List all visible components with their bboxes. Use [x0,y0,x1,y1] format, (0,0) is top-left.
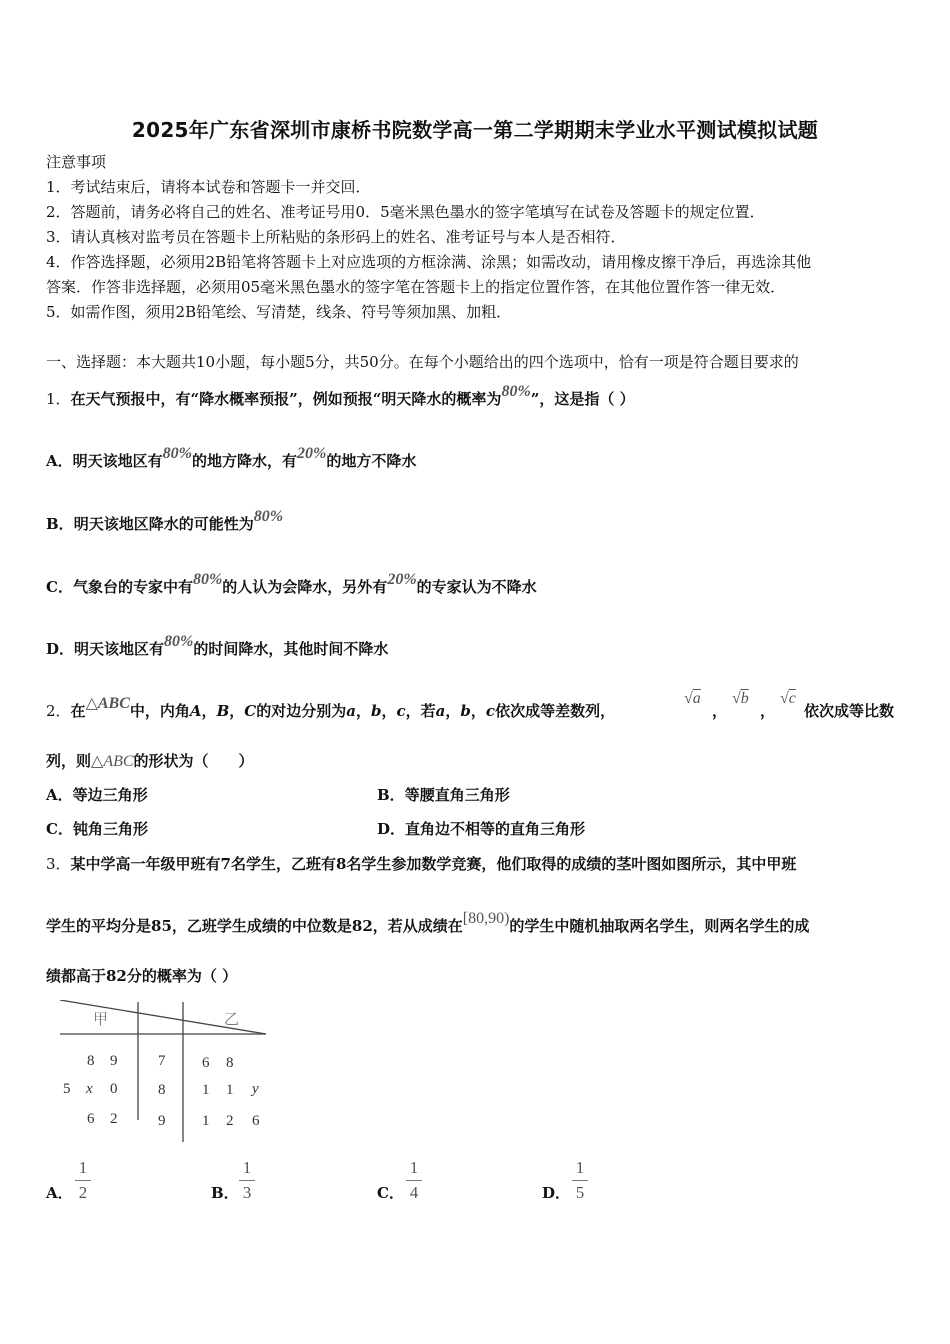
stem-value: 7 [158,1053,166,1069]
leaf: 6 [202,1055,210,1071]
option-b[interactable]: B．明天该地区降水的可能性为80% [46,508,284,533]
leaf: 6 [87,1111,95,1127]
question-3: 3．某中学高一年级甲班有7名学生，乙班有8名学生参加数学竞赛，他们取得的成绩的茎叶图如图所示，其中甲班 [46,855,797,873]
notice-item: 1．考试结束后，请将本试卷和答题卡一并交回． [46,178,371,196]
leaf: x [86,1081,93,1097]
fraction: 1 4 [406,1157,422,1204]
q3-option-c-letter[interactable]: C． [377,1184,404,1202]
sqrt-a: √a [684,690,701,707]
stem-value: 9 [158,1113,166,1129]
math-expression: △ABC [85,695,130,712]
notice-item: 2．答题前，请务必将自己的姓名、准考证号用0．5毫米黑色墨水的签字笔填写在试卷及答题卡的规定位置． [46,203,765,221]
leaf: 8 [87,1053,95,1069]
question-2-line2: 列，则△ABC的形状为（ ） [46,752,254,770]
leaf: 1 [226,1082,234,1098]
notice-item: 答案．作答非选择题，必须用05毫米黑色墨水的签字笔在答题卡上的指定位置作答，在其他位置作答一律无效． [46,278,786,296]
q2-option-c[interactable]: C．钝角三角形 [46,820,148,838]
leaf: y [252,1081,259,1097]
left-header: 甲 [93,1012,109,1028]
question-1: 1．在天气预报中，有“降水概率预报”，例如预报“明天降水的概率为80%”，这是指（ ） [46,383,635,408]
notice-item: 5．如需作图，须用2B铅笔绘、写清楚，线条、符号等须加黑、加粗． [46,303,512,321]
fraction: 1 2 [75,1157,91,1204]
leaf: 6 [252,1113,260,1129]
question-2: 2．在△ABC中，内角A，B，C的对边分别为a，b，c，若a，b，c依次成等差数列， [46,695,616,720]
leaf: 2 [110,1111,118,1127]
stem-value: 8 [158,1082,166,1098]
interval: [80,90) [462,910,510,927]
q3-option-b-letter[interactable]: B． [211,1184,239,1202]
q2-option-d[interactable]: D．直角边不相等的直角三角形 [377,820,586,838]
q2-option-a[interactable]: A．等边三角形 [46,786,148,804]
leaf: 0 [110,1081,118,1097]
q3-option-d-letter[interactable]: D． [542,1184,571,1202]
option-a[interactable]: A．明天该地区有80%的地方降水，有20%的地方不降水 [46,445,417,470]
sqrt-b: √b [732,690,749,707]
notice-item: 4．作答选择题，必须用2B铅笔将答题卡上对应选项的方框涂满、涂黑；如需改动，请用橡皮擦干净后，再选涂其他 [46,253,812,271]
question-3-line2: 学生的平均分是85，乙班学生成绩的中位数是82，若从成绩在[80,90)的学生中随机抽取两名学生，则两名学生的成 [46,910,810,935]
question-2-tail: 依次成等比数 [804,702,895,720]
leaf: 5 [63,1081,71,1097]
separator: ， [712,702,728,720]
fraction: 1 3 [239,1157,255,1204]
leaf: 8 [226,1055,234,1071]
fraction: 1 5 [572,1157,588,1204]
question-number: 2． [46,702,71,720]
leaf: 1 [202,1082,210,1098]
leaf: 9 [110,1053,118,1069]
option-d[interactable]: D．明天该地区有80%的时间降水，其他时间不降水 [46,633,389,658]
right-header: 乙 [224,1012,240,1028]
q2-option-b[interactable]: B．等腰直角三角形 [377,786,510,804]
question-3-line3: 绩都高于82分的概率为（ ） [46,967,238,985]
page-title: 2025年广东省深圳市康桥书院数学高一第二学期期末学业水平测试模拟试题 [131,118,819,142]
math-expression: 80% [501,383,531,400]
section-heading: 一、选择题：本大题共10小题，每小题5分，共50分。在每个小题给出的四个选项中，恰有一项是符合题目要求的 [46,353,799,371]
separator: ， [760,702,776,720]
question-number: 1． [46,390,71,408]
notice-item: 3．请认真核对监考员在答题卡上所粘贴的条形码上的姓名、准考证号与本人是否相符． [46,228,626,246]
leaf: 2 [226,1113,234,1129]
leaf: 1 [202,1113,210,1129]
notice-heading: 注意事项 [46,153,107,171]
option-c[interactable]: C．气象台的专家中有80%的人认为会降水，另外有20%的专家认为不降水 [46,571,537,596]
question-number: 3． [46,855,71,873]
q3-option-a-letter[interactable]: A． [46,1184,73,1202]
sqrt-c: √c [780,690,796,707]
